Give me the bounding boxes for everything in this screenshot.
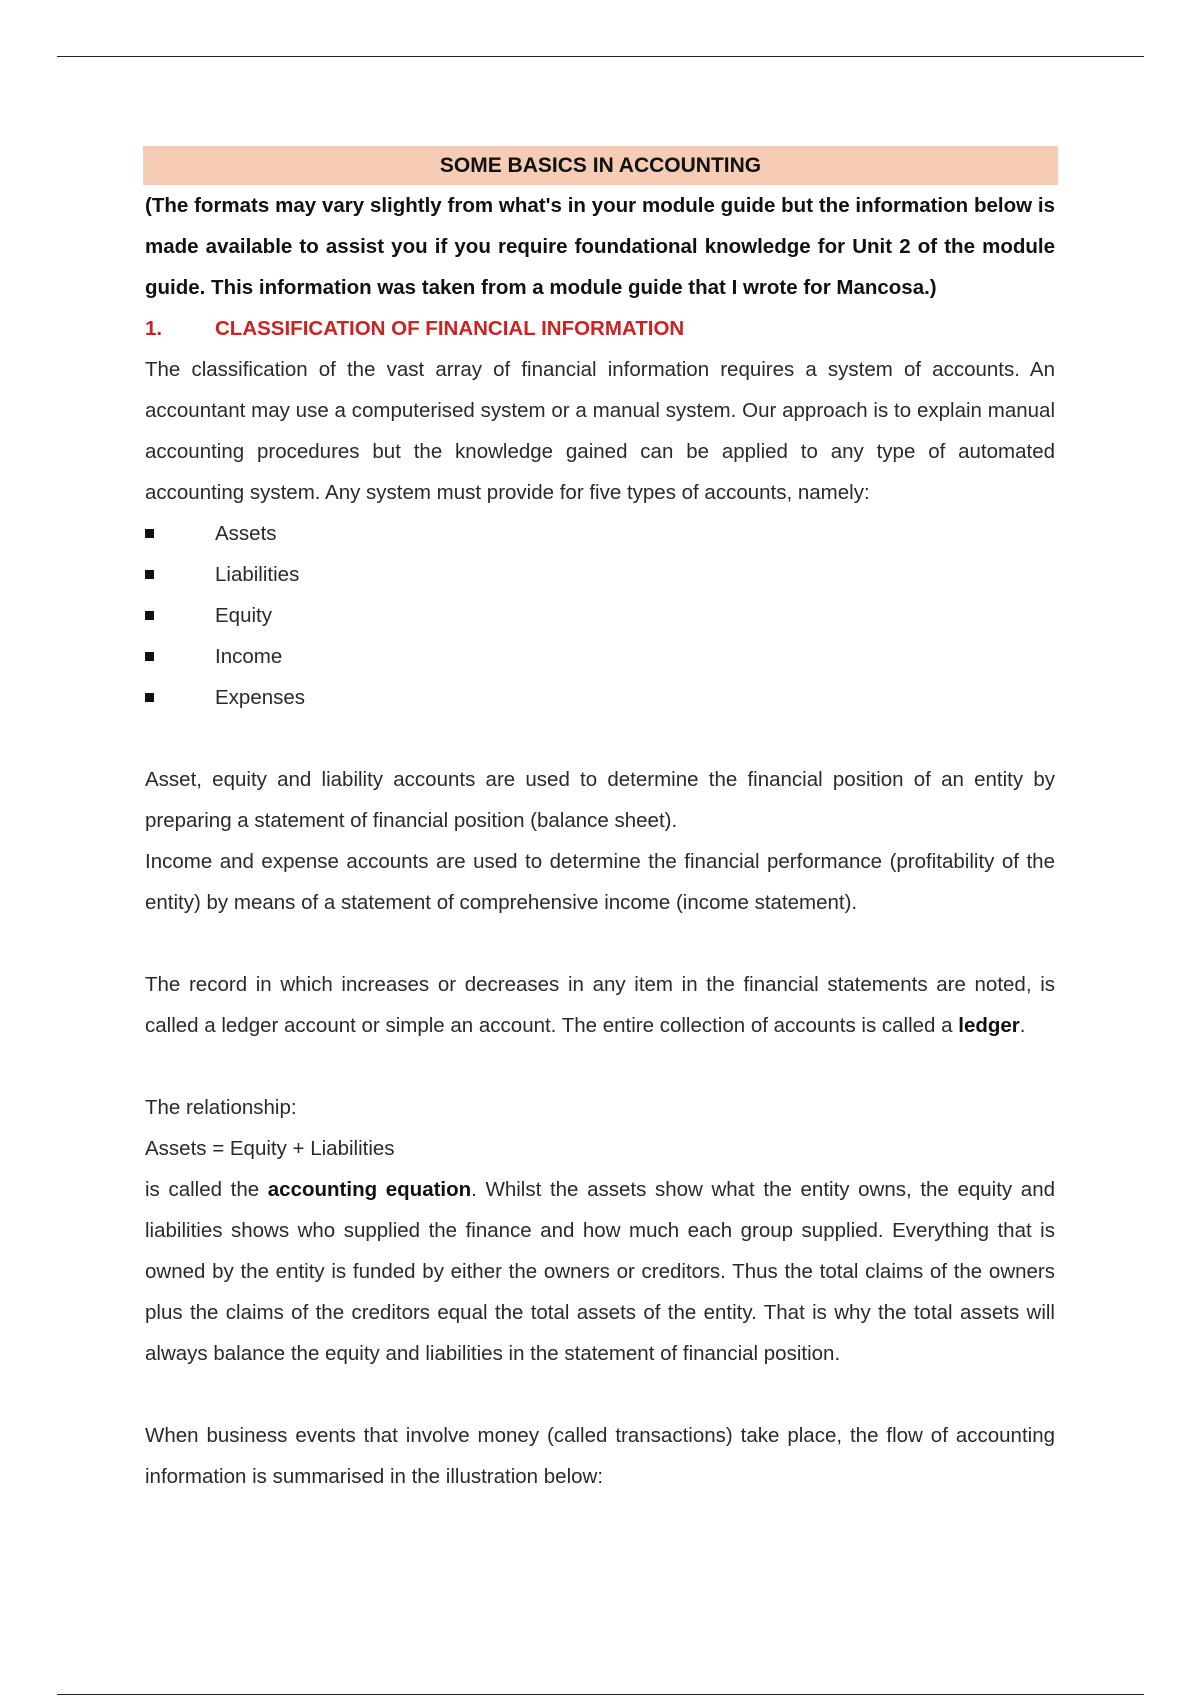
top-rule [57,56,1144,57]
equation-paragraph [145,1169,1055,1374]
equation-term: accounting equation [267,1178,472,1201]
intro-paragraph: (The formats may vary slightly from what's in your module guide but the information below is made available to assist you if you require foundational knowledge for Unit 2 of the module guide. This information was taken from a module guide that I wrote for Mancosa.) [145,194,1055,299]
list-item [145,513,1055,554]
list-item-label: Expenses [215,686,306,709]
ledger-term: ledger [958,1014,1020,1037]
spacer [145,718,1055,759]
document-title [143,146,1058,185]
list-item [145,554,1055,595]
ledger-paragraph [145,964,1055,1046]
list-item-label: Equity [215,604,272,627]
bullet-icon [145,652,215,661]
document-body [145,146,1055,1497]
section-heading [145,308,1055,349]
list-item [145,636,1055,677]
account-types-list [145,513,1055,718]
list-item [145,677,1055,718]
equation-text-end: . Whilst the assets show what the entity owns, the equity and liabilities shows who supplied the finance and how much each group supplied. Everything that is owned by the entity is funded by either the owners or creditors. Thus the total claims of the owners plus the claims of the creditors equal the total assets of the entity. That is why the total assets will always balance the equity and liabilities in the statement of financial position. [145,1178,1056,1365]
bullet-icon [145,529,215,538]
financial-position-paragraph: Asset, equity and liability accounts are used to determine the financial position of an entity by preparing a statement of financial position (balance sheet). [145,768,1055,832]
bottom-rule [57,1694,1144,1695]
equation-text: is called the [145,1178,268,1201]
document-title-text: SOME BASICS IN ACCOUNTING [439,153,762,177]
bullet-icon [145,693,215,702]
accounting-equation: Assets = Equity + Liabilities [145,1137,395,1160]
spacer [145,923,1055,964]
list-item [145,595,1055,636]
ledger-text: The record in which increases or decreases in any item in the financial statements are noted, is called a ledger account or simple an account. The entire collection of accounts is called a [145,973,1055,1037]
relationship-label: The relationship: [145,1096,297,1119]
spacer [145,1046,1055,1087]
list-item-label: Liabilities [215,563,300,586]
list-item-label: Assets [215,522,277,545]
bullet-icon [145,611,215,620]
financial-performance-paragraph: Income and expense accounts are used to determine the financial performance (profitability of the entity) by means of a statement of comprehensive income (income statement). [145,850,1055,914]
bullet-icon [145,570,215,579]
list-item-label: Income [215,645,283,668]
spacer [145,1374,1055,1415]
section-title: CLASSIFICATION OF FINANCIAL INFORMATION [215,317,685,340]
section-number: 1. [145,317,163,340]
classification-paragraph: The classification of the vast array of financial information requires a system of accounts. An accountant may use a computerised system or a manual system. Our approach is to explain manual accounting procedures but the knowledge gained can be applied to any type of automated accounting system. Any system must provide for five types of accounts, namely: [145,358,1055,504]
transactions-paragraph: When business events that involve money (called transactions) take place, the flow of accounting information is summarised in the illustration below: [145,1424,1055,1488]
ledger-text-end: . [1019,1014,1026,1037]
